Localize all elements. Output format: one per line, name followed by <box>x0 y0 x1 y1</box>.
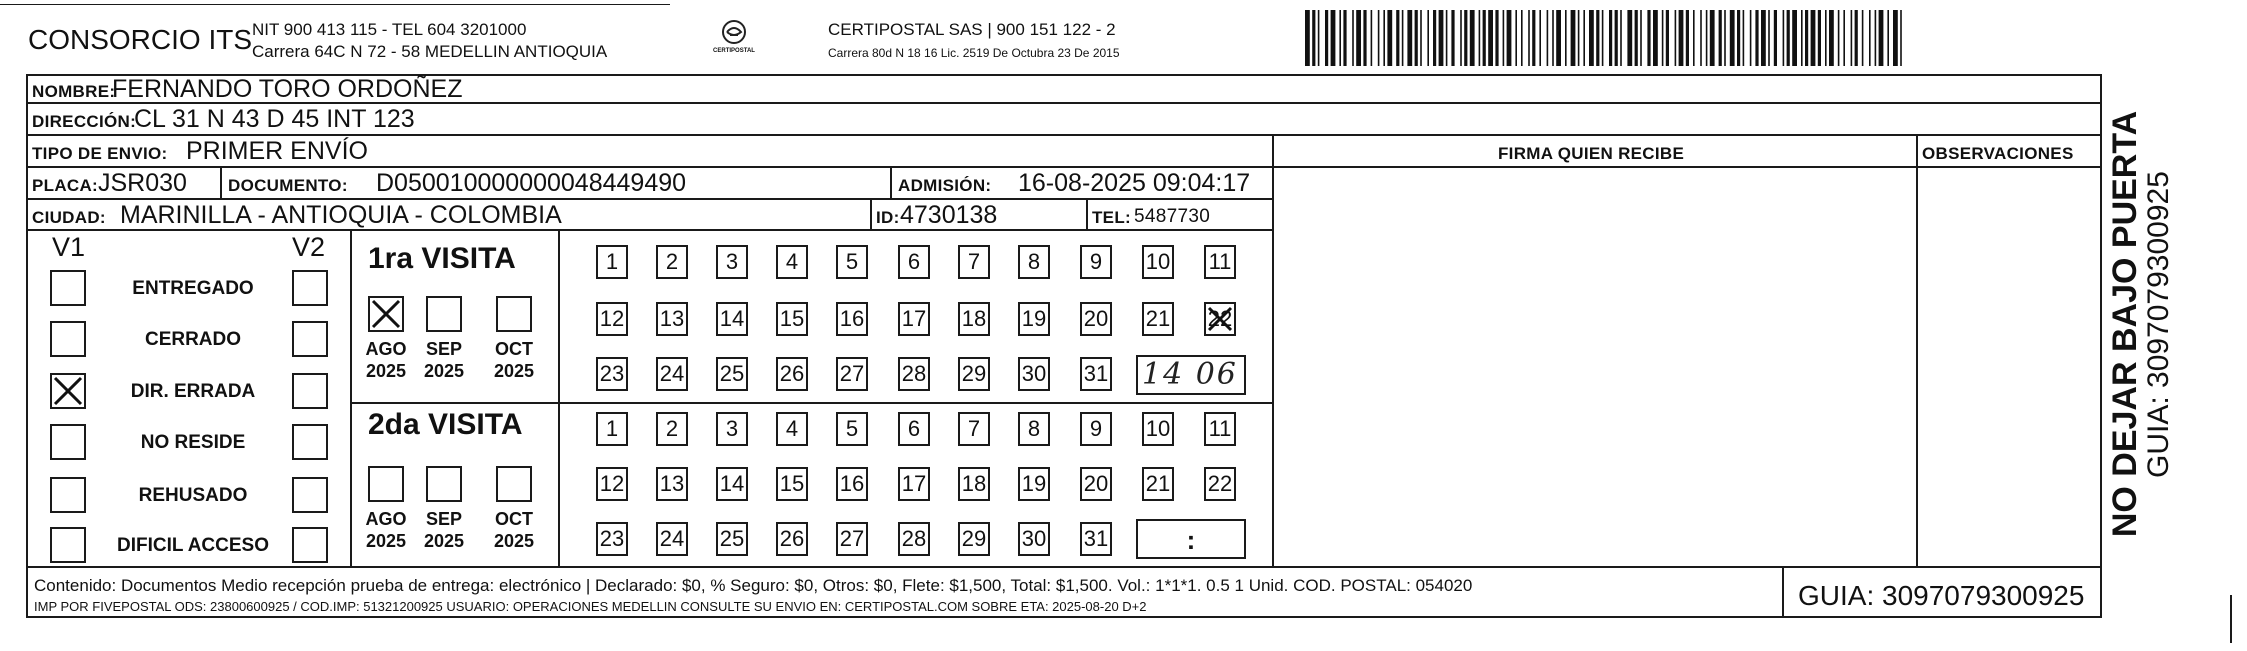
month-label: AGO <box>365 339 407 359</box>
day-box[interactable]: 5 <box>836 245 868 279</box>
day-box[interactable]: 1 <box>596 245 628 279</box>
certipostal-logo <box>706 18 762 58</box>
company-name: CONSORCIO ITS <box>28 24 253 55</box>
day-box[interactable]: 19 <box>1018 467 1050 501</box>
side-warning: NO DEJAR BAJO PUERTA <box>2106 110 2144 538</box>
v1-checkbox[interactable] <box>50 424 86 460</box>
footer-print-info: IMP POR FIVEPOSTAL ODS: 23800600925 / COD.IMP: 51321200925 USUARIO: OPERACIONES MEDELLIN CONSULTE SU ENVIO EN: CERTIPOSTAL.COM SOBRE ETA: 2025-08-20 D+2 <box>34 599 1147 614</box>
second-visit-title: 2da VISITA <box>368 408 523 441</box>
day-box[interactable]: 14 <box>716 467 748 501</box>
admision-value: 16-08-2025 09:04:17 <box>1018 169 1251 197</box>
day-box[interactable]: 2 <box>656 245 688 279</box>
day-box[interactable]: 27 <box>836 522 868 556</box>
top-rule <box>0 4 670 5</box>
second-visit-time-separator: : <box>1186 525 1196 555</box>
month-checkbox[interactable] <box>496 466 532 502</box>
placa-label: PLACA: <box>32 176 99 195</box>
footer-content: Contenido: Documentos Medio recepción prueba de entrega: electrónico | Declarado: $0, % Seguro: $0, Otros: $0, Flete: $1,500, Total: $1,500. Vol.: 1*1*1. 0.5 1 Unid. COD. POSTAL: 054020 <box>34 576 1473 595</box>
v1-checkbox[interactable] <box>50 321 86 357</box>
day-box[interactable]: 30 <box>1018 522 1050 556</box>
day-box[interactable]: 29 <box>958 522 990 556</box>
day-box[interactable]: 21 <box>1142 467 1174 501</box>
day-box[interactable]: 26 <box>776 357 808 391</box>
firma-label: FIRMA QUIEN RECIBE <box>1498 144 1685 163</box>
v2-checkbox[interactable] <box>292 321 328 357</box>
day-box[interactable]: 4 <box>776 412 808 446</box>
day-box[interactable]: 7 <box>958 412 990 446</box>
day-box[interactable]: 27 <box>836 357 868 391</box>
ciudad-value: MARINILLA - ANTIOQUIA - COLOMBIA <box>120 201 562 229</box>
month-checkbox[interactable] <box>496 296 532 332</box>
direccion-value: CL 31 N 43 D 45 INT 123 <box>134 105 415 133</box>
status-label: ENTREGADO <box>132 278 254 299</box>
company-nit: NIT 900 413 115 - TEL 604 3201000 <box>252 20 527 39</box>
day-box[interactable]: 28 <box>898 522 930 556</box>
day-box[interactable]: 23 <box>596 522 628 556</box>
admision-label: ADMISIÓN: <box>898 176 992 195</box>
year-label: 2025 <box>365 361 407 381</box>
v2-checkbox[interactable] <box>292 373 328 409</box>
year-label: 2025 <box>493 361 535 381</box>
day-box[interactable]: 31 <box>1080 357 1112 391</box>
day-box[interactable]: 25 <box>716 522 748 556</box>
month-label: SEP <box>425 339 463 359</box>
day-box[interactable]: 18 <box>958 467 990 501</box>
month-checkbox[interactable] <box>368 296 404 332</box>
day-box[interactable]: 25 <box>716 357 748 391</box>
day-box[interactable]: 1 <box>596 412 628 446</box>
day-box[interactable]: 17 <box>898 467 930 501</box>
day-box[interactable]: 13 <box>656 467 688 501</box>
v1-checkbox[interactable] <box>50 527 86 563</box>
carrier-name: CERTIPOSTAL SAS | 900 151 122 - 2 <box>828 20 1116 39</box>
status-label: REHUSADO <box>138 485 248 506</box>
barcode <box>1305 10 1905 66</box>
logo-text: CERTIPOSTAL <box>713 48 755 54</box>
day-box[interactable]: 20 <box>1080 467 1112 501</box>
carrier-address: Carrera 80d N 18 16 Lic. 2519 De Octubra 23 De 2015 <box>828 46 1120 60</box>
day-box[interactable]: 16 <box>836 467 868 501</box>
day-box[interactable]: 4 <box>776 245 808 279</box>
id-value: 4730138 <box>900 201 998 229</box>
day-box[interactable]: 10 <box>1142 412 1174 446</box>
nombre-label: NOMBRE: <box>32 82 116 101</box>
month-label: OCT <box>495 339 533 359</box>
day-box[interactable]: 11 <box>1204 245 1236 279</box>
tel-value: 5487730 <box>1134 206 1211 227</box>
day-box[interactable]: 20 <box>1080 302 1112 336</box>
v1-checkbox[interactable] <box>50 373 86 409</box>
footer-guia: GUIA: 3097079300925 <box>1798 580 2085 611</box>
month-label: AGO <box>365 509 407 529</box>
day-box[interactable]: 24 <box>656 357 688 391</box>
status-label: DIR. ERRADA <box>130 381 256 402</box>
month-label: OCT <box>495 509 533 529</box>
id-label: ID: <box>876 208 900 227</box>
side-guia: GUIA: 3097079300925 <box>2142 171 2175 478</box>
month-checkbox[interactable] <box>426 296 462 332</box>
month-checkbox[interactable] <box>368 466 404 502</box>
status-label: NO RESIDE <box>140 432 246 453</box>
direccion-label: DIRECCIÓN: <box>32 112 137 131</box>
year-label: 2025 <box>365 531 407 551</box>
day-box[interactable]: 7 <box>958 245 990 279</box>
day-box[interactable]: 10 <box>1142 245 1174 279</box>
first-visit-time-box[interactable] <box>1136 355 1246 395</box>
observaciones-label: OBSERVACIONES <box>1922 144 2074 163</box>
day-box[interactable]: 31 <box>1080 522 1112 556</box>
day-box[interactable] <box>1204 302 1236 336</box>
day-box[interactable]: 28 <box>898 357 930 391</box>
v1-checkbox[interactable] <box>50 477 86 513</box>
v2-label: V2 <box>292 232 326 262</box>
v1-checkbox[interactable] <box>50 270 86 306</box>
day-box[interactable]: 6 <box>898 245 930 279</box>
company-address: Carrera 64C N 72 - 58 MEDELLIN ANTIOQUIA <box>252 42 608 61</box>
day-box[interactable]: 12 <box>596 302 628 336</box>
check-mark-icon <box>370 298 402 330</box>
tel-label: TEL: <box>1092 208 1131 227</box>
month-label: SEP <box>425 509 463 529</box>
day-box[interactable]: 5 <box>836 412 868 446</box>
year-label: 2025 <box>493 531 535 551</box>
day-box[interactable]: 9 <box>1080 245 1112 279</box>
day-box[interactable]: 23 <box>596 357 628 391</box>
day-box[interactable]: 9 <box>1080 412 1112 446</box>
day-box[interactable]: 8 <box>1018 245 1050 279</box>
first-visit-title: 1ra VISITA <box>368 242 516 275</box>
day-box[interactable]: 18 <box>958 302 990 336</box>
day-box[interactable]: 3 <box>716 245 748 279</box>
day-box[interactable]: 8 <box>1018 412 1050 446</box>
second-visit-time-box[interactable] <box>1136 519 1246 559</box>
day-box[interactable]: 24 <box>656 522 688 556</box>
documento-label: DOCUMENTO: <box>228 176 348 195</box>
ciudad-label: CIUDAD: <box>32 208 106 227</box>
documento-value: D050010000000048449490 <box>376 169 687 197</box>
day-box[interactable]: 30 <box>1018 357 1050 391</box>
status-label: DIFICIL ACCESO <box>116 535 269 556</box>
day-box[interactable]: 16 <box>836 302 868 336</box>
day-box[interactable]: 26 <box>776 522 808 556</box>
day-box[interactable]: 6 <box>898 412 930 446</box>
v2-checkbox[interactable] <box>292 527 328 563</box>
day-box[interactable]: 29 <box>958 357 990 391</box>
day-box[interactable]: 17 <box>898 302 930 336</box>
tipo-envio-label: TIPO DE ENVIO: <box>32 144 168 163</box>
month-checkbox[interactable] <box>426 466 462 502</box>
year-label: 2025 <box>423 361 465 381</box>
v2-checkbox[interactable] <box>292 424 328 460</box>
day-box[interactable]: 15 <box>776 467 808 501</box>
year-label: 2025 <box>423 531 465 551</box>
v2-checkbox[interactable] <box>292 477 328 513</box>
day-box[interactable]: 15 <box>776 302 808 336</box>
day-box[interactable]: 2 <box>656 412 688 446</box>
day-box[interactable]: 19 <box>1018 302 1050 336</box>
first-visit-time: 14 06 <box>1142 357 1238 392</box>
placa-value: JSR030 <box>98 169 187 197</box>
nombre-value: FERNANDO TORO ORDOÑEZ <box>112 75 463 103</box>
v2-checkbox[interactable] <box>292 270 328 306</box>
day-number: 22 <box>1207 306 1233 331</box>
day-box[interactable]: 21 <box>1142 302 1174 336</box>
status-label: CERRADO <box>144 329 242 350</box>
day-box[interactable]: 12 <box>596 467 628 501</box>
day-box[interactable]: 22 <box>1204 467 1236 501</box>
day-box[interactable]: 3 <box>716 412 748 446</box>
day-box[interactable]: 11 <box>1204 412 1236 446</box>
tipo-envio-value: PRIMER ENVÍO <box>186 137 368 165</box>
check-mark-icon <box>52 375 84 407</box>
day-box[interactable]: 13 <box>656 302 688 336</box>
v1-label: V1 <box>52 232 86 262</box>
day-box[interactable]: 14 <box>716 302 748 336</box>
